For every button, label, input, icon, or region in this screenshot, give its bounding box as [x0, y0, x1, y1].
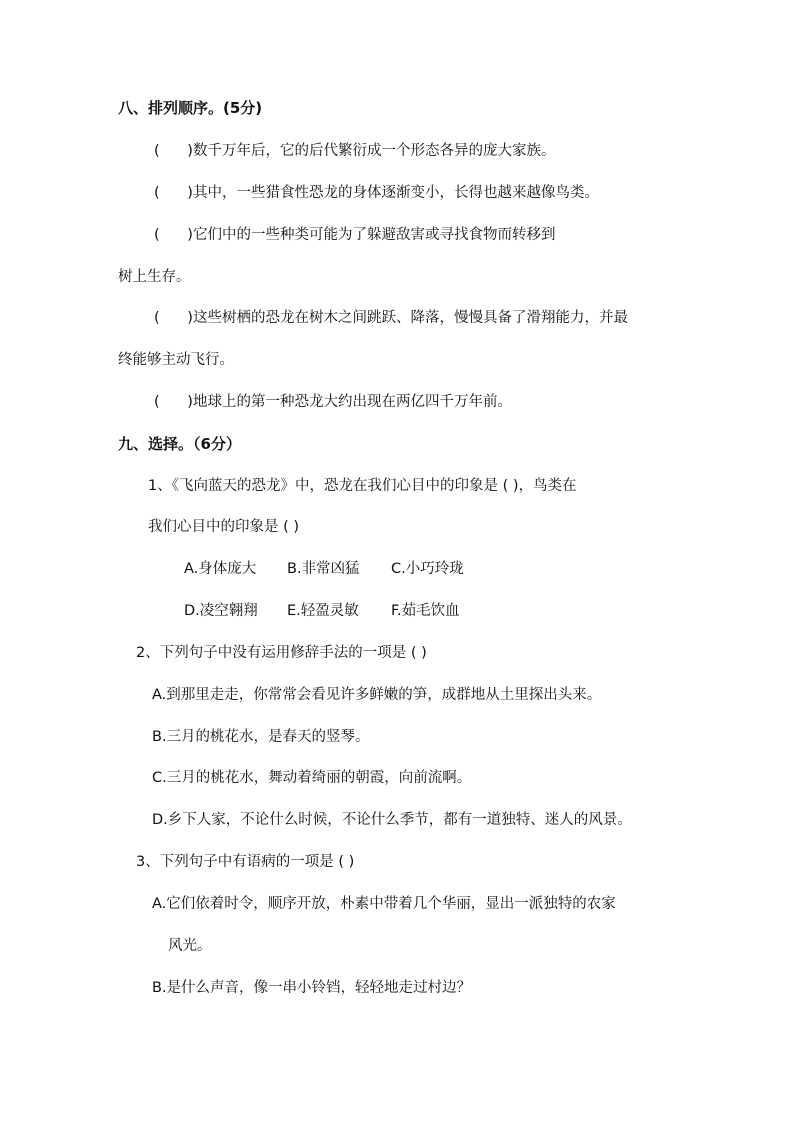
q1-option-b[interactable]	[287, 559, 360, 579]
order-item-5	[154, 392, 512, 412]
answer-blank[interactable]: ( )	[154, 227, 193, 243]
order-item-4-continuation: 终能够主动飞行。	[118, 352, 234, 368]
section-9-heading: 九、选择。（6分）	[118, 435, 241, 453]
option-letter: C	[391, 561, 402, 577]
option-text: .小巧玲珑	[401, 561, 464, 577]
q1-option-d[interactable]	[184, 601, 258, 621]
option-letter: D	[184, 603, 196, 619]
option-letter: A.	[152, 687, 167, 703]
option-text: .非常凶猛	[296, 561, 360, 577]
item-text: 它们中的一些种类可能为了躲避敌害或寻找食物而转移到	[192, 227, 556, 243]
option-text: 到那里走走，你常常会看见许多鲜嫩的笋，成群地从土里探出头来。	[166, 687, 602, 703]
option-text: 是什么声音，像一串小铃铛，轻轻地走过村边？	[166, 980, 472, 996]
order-item-3	[154, 225, 555, 245]
item-text: 数千万年后，它的后代繁衍成一个形态各异的庞大家族。	[192, 143, 556, 159]
q3-option-a[interactable]	[152, 894, 616, 914]
item-text: 这些树栖的恐龙在树木之间跳跃、降落，慢慢具备了滑翔能力，并最	[192, 310, 628, 326]
option-letter: E	[287, 603, 297, 619]
option-letter: A	[184, 561, 194, 577]
option-text: 它们依着时令，顺序开放，朴素中带着几个华丽，显出一派独特的农家	[166, 896, 616, 912]
answer-blank[interactable]: ( )	[154, 143, 193, 159]
question-1: 1、《飞向蓝天的恐龙》中，恐龙在我们心目中的印象是 ( )，鸟类在	[148, 478, 577, 494]
order-item-4	[154, 308, 628, 328]
option-letter: C.	[152, 770, 167, 786]
option-text: 三月的桃花水，是春天的竖琴。	[166, 729, 370, 745]
answer-blank[interactable]: ( )	[154, 310, 193, 326]
q2-option-b[interactable]	[152, 727, 370, 747]
q1-option-a[interactable]	[184, 559, 256, 579]
option-text: .凌空翱翔	[195, 603, 258, 619]
option-text: 三月的桃花水，舞动着绮丽的朝霞，向前流啊。	[166, 770, 472, 786]
q3-option-a-continuation: 风光。	[168, 938, 212, 954]
item-text: 其中，一些猎食性恐龙的身体逐渐变小，长得也越来越像鸟类。	[192, 185, 599, 201]
option-letter: B	[287, 561, 297, 577]
q3-option-b[interactable]	[152, 978, 471, 998]
option-letter: B.	[152, 980, 167, 996]
item-text: 地球上的第一种恐龙大约出现在两亿四千万年前。	[192, 394, 512, 410]
section-8-heading: 八、排列顺序。(5分)	[118, 99, 263, 117]
option-text: .茹毛饮血	[397, 603, 460, 619]
q1-option-e[interactable]	[287, 601, 359, 621]
order-item-2	[154, 183, 599, 203]
q2-option-d[interactable]	[152, 810, 632, 830]
q2-option-a[interactable]	[152, 685, 601, 705]
option-letter: D.	[152, 812, 168, 828]
option-text: 乡下人家，不论什么时候，不论什么季节，都有一道独特、迷人的风景。	[167, 812, 632, 828]
question-3: 3、下列句子中有语病的一项是 ( )	[136, 854, 355, 870]
q1-option-c[interactable]	[391, 559, 464, 579]
order-item-3-continuation: 树上生存。	[118, 269, 191, 285]
order-item-1	[154, 141, 555, 161]
option-letter: F	[391, 603, 398, 619]
option-letter: A.	[152, 896, 167, 912]
question-2: 2、下列句子中没有运用修辞手法的一项是 ( )	[136, 645, 427, 661]
option-text: .身体庞大	[193, 561, 257, 577]
answer-blank[interactable]: ( )	[154, 394, 193, 410]
answer-blank[interactable]: ( )	[154, 185, 193, 201]
option-letter: B.	[152, 729, 167, 745]
option-text: .轻盈灵敏	[296, 603, 359, 619]
q1-option-f[interactable]	[391, 601, 460, 621]
q2-option-c[interactable]	[152, 768, 471, 788]
question-1-continuation: 我们心目中的印象是 ( )	[148, 519, 300, 535]
